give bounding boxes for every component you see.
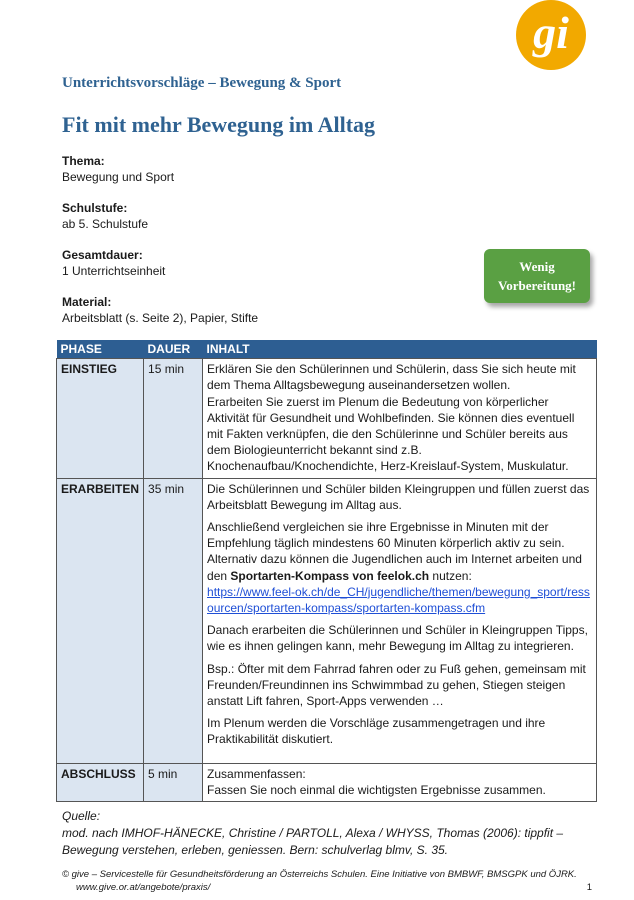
inhalt-text: nutzen:: [429, 568, 472, 583]
page-footer: [62, 868, 592, 894]
table-row-abschluss: [57, 763, 597, 801]
meta-thema-value: Bewegung und Sport: [62, 170, 175, 184]
meta-thema: [62, 153, 174, 185]
dauer-cell: 35 min: [144, 478, 203, 763]
meta-schulstufe-value: ab 5. Schulstufe: [62, 217, 149, 231]
lesson-plan-table: [56, 340, 597, 802]
meta-material: [62, 294, 258, 326]
meta-gesamtdauer-value: 1 Unterrichtseinheit: [62, 264, 166, 278]
give-logo-glyph: gi: [533, 7, 569, 58]
phase-cell: EINSTIEG: [57, 359, 144, 478]
footer-copyright: © give – Servicestelle für Gesundheitsförderung an Österreichs Schulen. Eine Initiative von BMBWF, BMSGPK und ÖJRK.: [62, 869, 577, 880]
meta-thema-label: Thema:: [62, 154, 105, 168]
badge-line-2: Vorbereitung!: [498, 278, 576, 293]
table-row-einstieg: [57, 359, 597, 478]
badge-line-1: Wenig: [519, 259, 555, 274]
source-citation: [62, 808, 602, 859]
preparation-badge: [484, 249, 590, 303]
meta-material-value: Arbeitsblatt (s. Seite 2), Papier, Stifte: [62, 311, 259, 325]
phase-cell: ABSCHLUSS: [57, 763, 144, 801]
meta-schulstufe-label: Schulstufe:: [62, 201, 128, 215]
inhalt-paragraph: Erarbeiten Sie zuerst im Plenum die Bedeutung von körperlicher Aktivität für Gesundheit und Wohlbefinden. Sie können dies eventuell mit Fakten verknüpfen, die den Schülerinne und Schüler bereits aus dem Biologieunterricht bekannt sind z.B. Knochenaufbau/Knochendichte, Herz-Kreislauf-System, Muskulatur.: [207, 394, 575, 474]
table-row-erarbeiten: [57, 478, 597, 763]
meta-material-label: Material:: [62, 295, 112, 309]
inhalt-paragraph: [207, 519, 592, 616]
inhalt-cell: [203, 478, 597, 763]
footer-url: www.give.or.at/angebote/praxis/: [76, 882, 211, 893]
dauer-cell: 15 min: [144, 359, 203, 478]
header-phase: PHASE: [57, 340, 144, 359]
inhalt-paragraph: Die Schülerinnen und Schüler bilden Kleingruppen und füllen zuerst das Arbeitsblatt Bewegung im Alltag aus.: [207, 481, 590, 512]
document-title: Fit mit mehr Bewegung im Alltag: [62, 112, 376, 137]
dauer-cell: 5 min: [144, 763, 203, 801]
sportarten-kompass-name: Sportarten-Kompass von feelok.ch: [230, 568, 430, 583]
inhalt-paragraph: Bsp.: Öfter mit dem Fahrrad fahren oder zu Fuß gehen, gemeinsam mit Freunden/Freundinnen ins Schwimmbad zu gehen, Stiegen steigen anstatt Lift fahren, Sport-Apps verwenden …: [207, 661, 586, 709]
inhalt-text: Anschließend vergleichen sie ihre Ergebnisse in Minuten mit der Empfehlung täglich mindestens 60 Minuten körperlich aktiv zu sein. Alternativ dazu können die Jugendlichen auch im Internet arbeiten und den: [207, 520, 582, 583]
phase-cell: ERARBEITEN: [57, 478, 144, 763]
source-label: Quelle:: [62, 809, 101, 823]
meta-schulstufe: [62, 200, 148, 232]
header-inhalt: INHALT: [203, 340, 597, 359]
table-header-row: [57, 340, 597, 359]
inhalt-paragraph: Erklären Sie den Schülerinnen und Schülerin, dass Sie sich heute mit dem Thema Alltagsbewegung auseinandersetzen wollen.: [207, 362, 576, 393]
inhalt-paragraph: Danach erarbeiten die Schülerinnen und Schüler in Kleingruppen Tipps, wie es ihnen gelingen kann, mehr Bewegung im Alltag zu integrieren.: [207, 623, 588, 654]
source-text: mod. nach IMHOF-HÄNECKE, Christine / PARTOLL, Alexa / WHYSS, Thomas (2006): tippfit – Bewegung verstehen, erleben, geniessen. Bern: schulverlag blmv, S. 35.: [62, 826, 564, 857]
inhalt-paragraph: Zusammenfassen:: [207, 766, 306, 781]
page-number: 1: [586, 882, 592, 893]
inhalt-paragraph: Im Plenum werden die Vorschläge zusammengetragen und ihre Praktikabilität diskutiert.: [207, 716, 546, 747]
header-dauer: DAUER: [144, 340, 203, 359]
inhalt-cell: [203, 763, 597, 801]
give-logo: [516, 0, 586, 70]
inhalt-cell: [203, 359, 597, 478]
document-supertitle: Unterrichtsvorschläge – Bewegung & Sport: [62, 75, 342, 91]
meta-gesamtdauer-label: Gesamtdauer:: [62, 248, 143, 262]
inhalt-paragraph: Fassen Sie noch einmal die wichtigsten Ergebnisse zusammen.: [207, 782, 546, 797]
feelok-link[interactable]: https://www.feel-ok.ch/de_CH/jugendliche/themen/bewegung_sport/ressourcen/sportarten-kompass/sportarten-kompass.cfm: [207, 584, 590, 616]
meta-gesamtdauer: [62, 247, 165, 279]
